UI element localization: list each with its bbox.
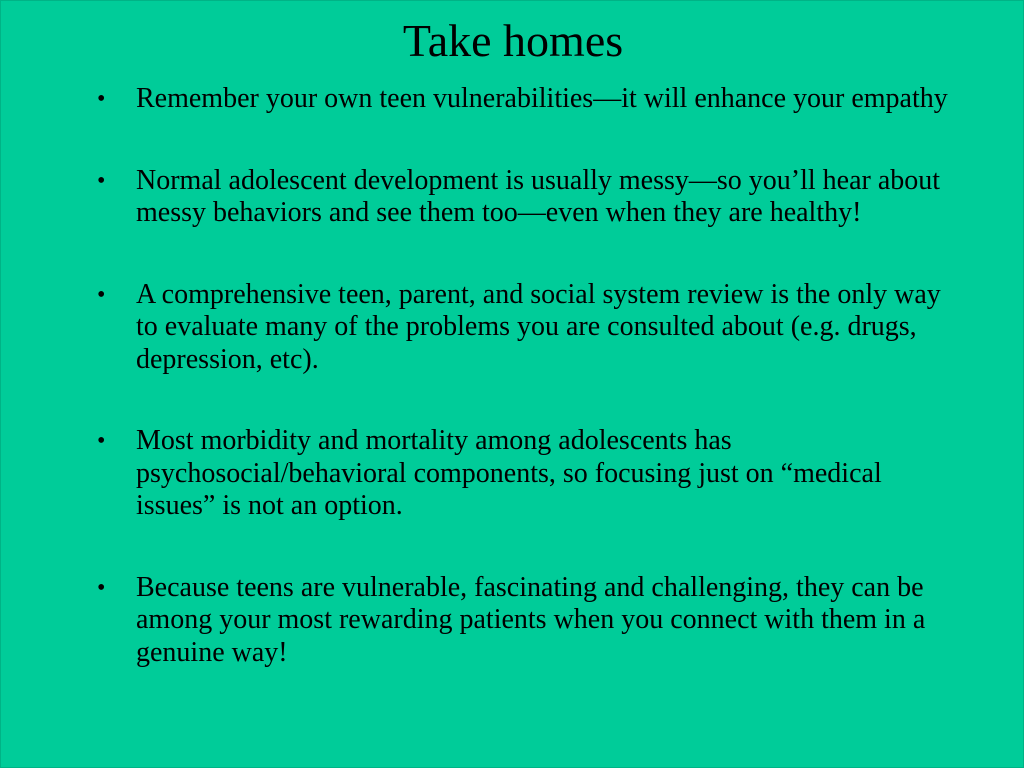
bullet-text: Because teens are vulnerable, fascinating and challenging, they can be among your most rewarding patients when you connect with them in a genuine way! (136, 571, 926, 668)
bullet-list (97, 83, 957, 669)
bullet-icon: • (97, 428, 106, 454)
list-item (97, 279, 957, 377)
slide-title: Take homes (402, 15, 624, 66)
list-item (97, 425, 957, 523)
bullet-icon: • (97, 574, 106, 601)
bullet-icon: • (97, 281, 106, 308)
bullet-text: A comprehensive teen, parent, and social system review is the only way to evaluate many of the problems you are consulted about (e.g. drugs, depression, etc). (136, 278, 941, 375)
bullet-icon: • (97, 86, 106, 112)
bullet-icon: • (97, 167, 106, 194)
bullet-text: Normal adolescent development is usually messy—so you’ll hear about messy behaviors and see them too—even when they are healthy! (136, 164, 941, 228)
list-item (97, 83, 957, 116)
bullet-text: Most morbidity and mortality among adolescents has psychosocial/behavioral components, so focusing just on “medical issues” is not an option. (136, 425, 882, 521)
list-item (97, 165, 957, 230)
bullet-text: Remember your own teen vulnerabilities—it will enhance your empathy (136, 83, 948, 114)
list-item (97, 572, 957, 670)
